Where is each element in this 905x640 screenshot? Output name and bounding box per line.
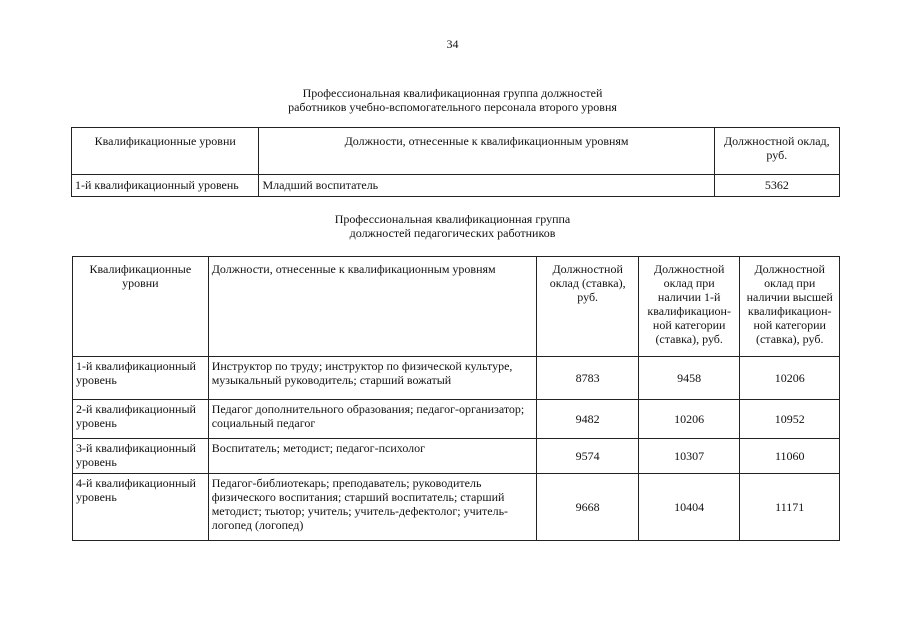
cell-salary-first-category: 9458 (638, 357, 740, 400)
section-title-line: Профессиональная квалификационная группа должностей (302, 86, 603, 100)
cell-level: 1-й квалификационный уровень (73, 357, 209, 400)
cell-level: 3-й квалификационный уровень (73, 439, 209, 474)
cell-positions: Педагог дополнительного образования; педагог-организатор; социальный педагог (208, 400, 537, 439)
cell-salary-highest-category: 11171 (740, 474, 840, 541)
header-qualification-levels: Квалификационные уровни (73, 257, 209, 357)
cell-salary: 8783 (537, 357, 639, 400)
header-salary: Должностной оклад (ставка), руб. (537, 257, 639, 357)
support-staff-salary-table (71, 127, 840, 197)
table-row (73, 400, 840, 439)
cell-level: 4-й квалификационный уровень (73, 474, 209, 541)
cell-salary-highest-category: 11060 (740, 439, 840, 474)
section-title-line: Профессиональная квалификационная группа (334, 212, 571, 226)
table-header-row (72, 128, 840, 175)
page-number: 34 (446, 37, 459, 51)
table-row (72, 175, 840, 197)
cell-salary-highest-category: 10952 (740, 400, 840, 439)
cell-salary: 9574 (537, 439, 639, 474)
cell-salary-first-category: 10206 (638, 400, 740, 439)
cell-positions: Инструктор по труду; инструктор по физической культуре, музыкальный руководитель; старший вожатый (208, 357, 537, 400)
section-title-support-staff (0, 86, 905, 114)
table-row (73, 357, 840, 400)
header-salary: Должностной оклад, руб. (714, 128, 839, 175)
header-positions: Должности, отнесенные к квалификационным уровням (208, 257, 537, 357)
cell-salary-first-category: 10307 (638, 439, 740, 474)
cell-salary: 9668 (537, 474, 639, 541)
cell-positions: Младший воспитатель (259, 175, 714, 197)
cell-positions: Педагог-библиотекарь; преподаватель; руководитель физического воспитания; старший воспитатель; старший методист; тьютор; учитель; учитель-дефектолог; учитель-логопед (логопед) (208, 474, 537, 541)
header-salary-first-category: Должностной оклад при наличии 1-й квалификацион-ной категории (ставка), руб. (638, 257, 740, 357)
section-title-teaching-staff (0, 212, 905, 240)
cell-salary-highest-category: 10206 (740, 357, 840, 400)
header-salary-highest-category: Должностной оклад при наличии высшей квалификацион-ной категории (ставка), руб. (740, 257, 840, 357)
cell-salary-first-category: 10404 (638, 474, 740, 541)
table-row (73, 474, 840, 541)
cell-salary: 5362 (714, 175, 839, 197)
cell-positions: Воспитатель; методист; педагог-психолог (208, 439, 537, 474)
header-positions: Должности, отнесенные к квалификационным уровням (259, 128, 714, 175)
cell-level: 1-й квалификационный уровень (72, 175, 259, 197)
cell-salary: 9482 (537, 400, 639, 439)
section-title-line: должностей педагогических работников (349, 226, 556, 240)
table-row (73, 439, 840, 474)
cell-level: 2-й квалификационный уровень (73, 400, 209, 439)
teaching-staff-salary-table (72, 256, 840, 541)
table-header-row (73, 257, 840, 357)
header-qualification-levels: Квалификационные уровни (72, 128, 259, 175)
section-title-line: работников учебно-вспомогательного персонала второго уровня (288, 100, 617, 114)
